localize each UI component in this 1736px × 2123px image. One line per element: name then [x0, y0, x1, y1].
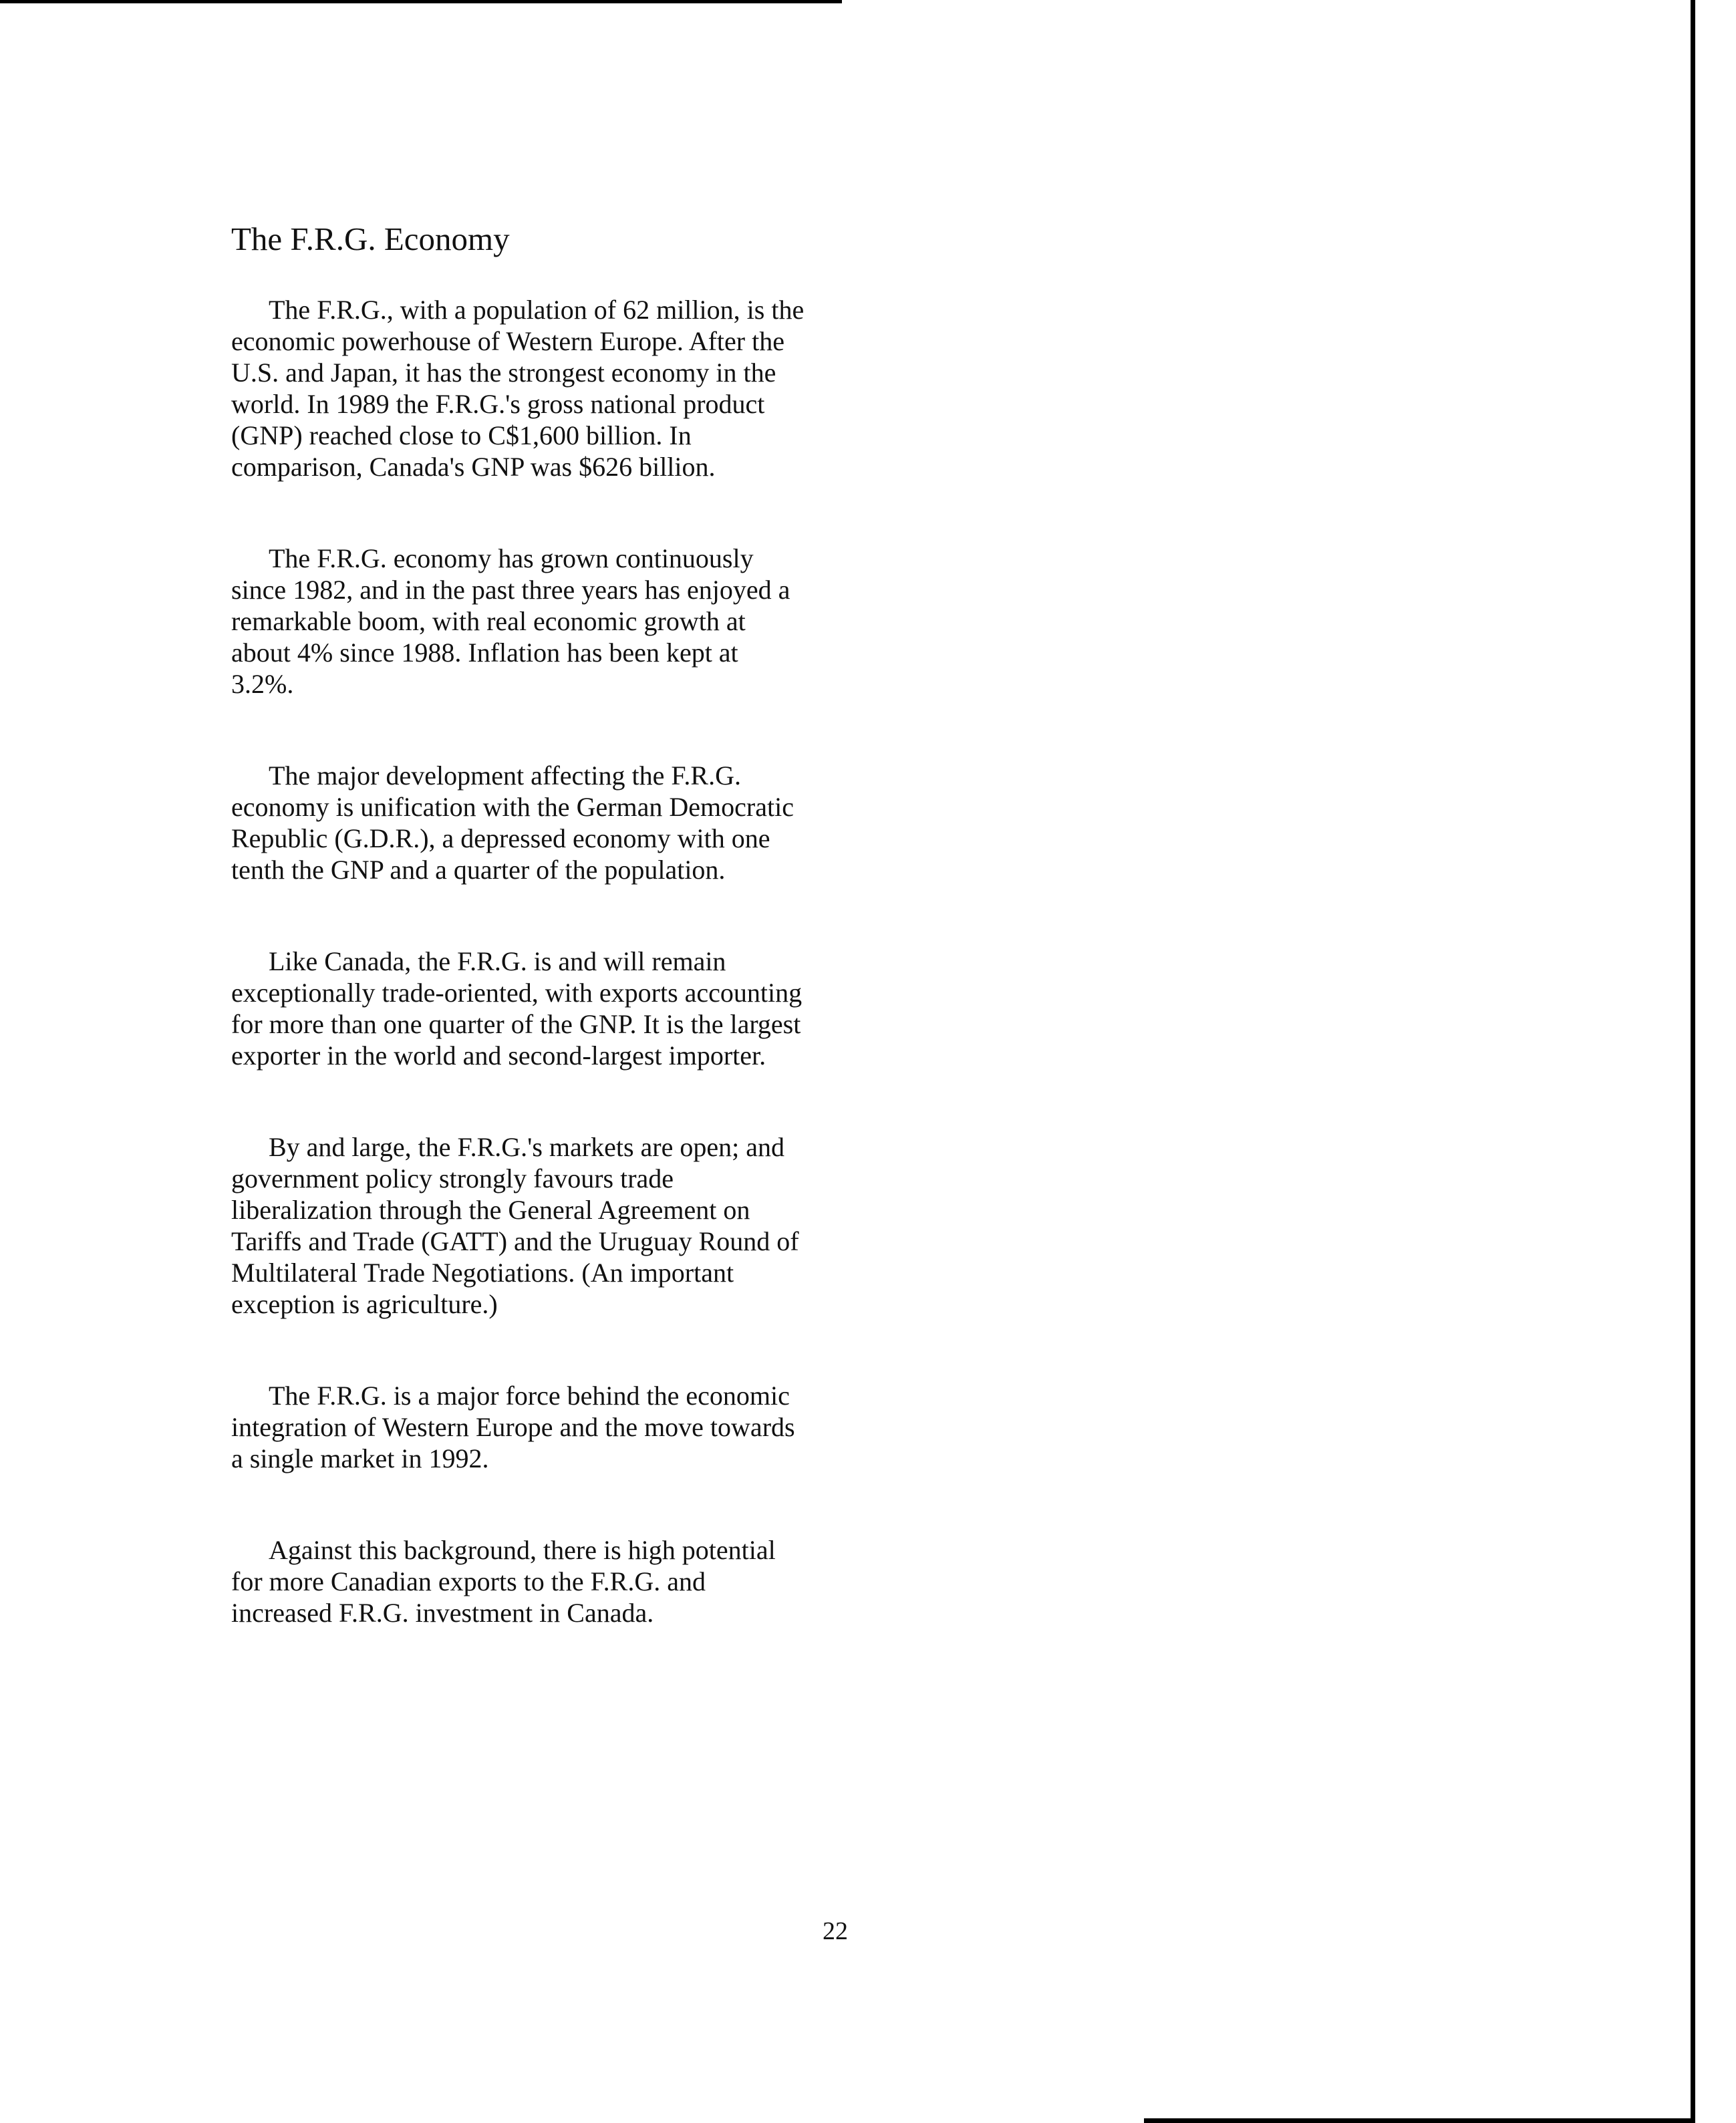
- scan-bottom-edge: [1144, 2118, 1692, 2123]
- page-title: The F.R.G. Economy: [231, 221, 510, 257]
- paragraph-trade: Like Canada, the F.R.G. is and will remain exceptionally trade-oriented, with exports accounting for more than one quarter of the GNP. It is the largest exporter in the world and second-largest importer.: [231, 946, 803, 1071]
- scan-top-edge: [0, 0, 842, 3]
- paragraph-growth: The F.R.G. economy has grown continuously since 1982, and in the past three years has enjoyed a remarkable boom, with real economic growth at about 4% since 1988. Inflation has been kept at 3.2%.: [231, 543, 790, 700]
- page-number: 22: [823, 1917, 848, 1945]
- paragraph-integration: The F.R.G. is a major force behind the economic integration of Western Europe and the move towards a single market in 1992.: [231, 1381, 795, 1474]
- paragraph-markets: By and large, the F.R.G.'s markets are open; and government policy strongly favours trade liberalization through the General Agreement on Tariffs and Trade (GATT) and the Uruguay Round of Multilateral Trade Negotiations. (An important exception is agriculture.): [231, 1132, 799, 1320]
- scan-right-edge: [1691, 0, 1695, 2123]
- paragraph-background: Against this background, there is high potential for more Canadian exports to the F.R.G. and increased F.R.G. investment in Canada.: [231, 1535, 776, 1629]
- paragraph-unification: The major development affecting the F.R.G. economy is unification with the German Democratic Republic (G.D.R.), a depressed economy with one tenth the GNP and a quarter of the population.: [231, 760, 794, 885]
- paragraph-population: The F.R.G., with a population of 62 million, is the economic powerhouse of Western Europe. After the U.S. and Japan, it has the strongest economy in the world. In 1989 the F.R.G.'s gross national product (GNP) reached close to C$1,600 billion. In comparison, Canada's GNP was $626 billion.: [231, 295, 805, 482]
- text-column: [231, 221, 806, 1629]
